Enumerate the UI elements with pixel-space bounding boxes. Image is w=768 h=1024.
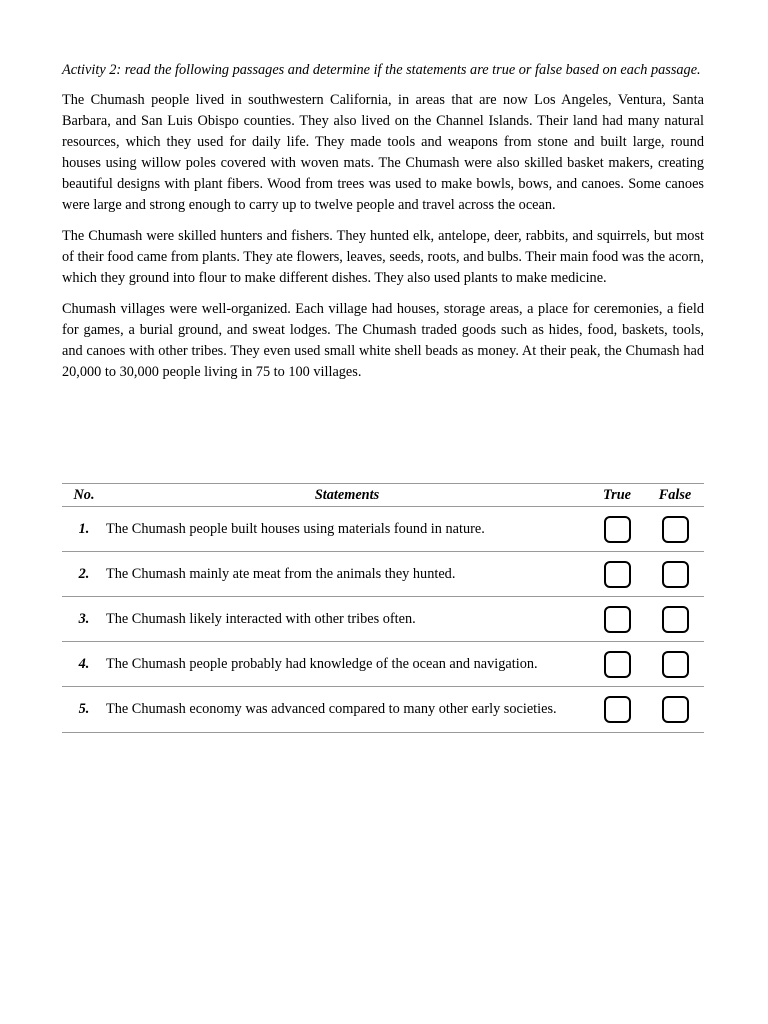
header-true: True xyxy=(588,484,646,507)
false-checkbox[interactable] xyxy=(662,606,689,633)
passage-paragraph-1: The Chumash people lived in southwestern California, in areas that are now Los Angeles, Ventura, Santa Barbara, and San Luis Obispo counties. They also lived on the Channel Islands. Their land had many natural resources, which they used for daily life. They made tools and weapons from stone and built large, round houses using willow poles covered with woven mats. The Chumash were also skilled basket makers, creating beautiful designs with plant fibers. Wood from trees was used to make bowls, bows, and canoes. Some canoes were large and strong enough to carry up to twelve people and travel across the ocean. xyxy=(62,92,704,213)
header-statements: Statements xyxy=(106,484,588,507)
true-checkbox[interactable] xyxy=(604,516,631,543)
true-checkbox[interactable] xyxy=(604,696,631,723)
activity-instructions: Activity 2: read the following passages and determine if the statements are true or false based on each passage. xyxy=(62,62,701,78)
passage-section xyxy=(62,61,704,393)
statement-text: The Chumash economy was advanced compared to many other early societies. xyxy=(106,687,588,733)
table-row xyxy=(62,507,704,552)
statement-text: The Chumash likely interacted with other tribes often. xyxy=(106,597,588,642)
table-row xyxy=(62,552,704,597)
passage-paragraph-3: Chumash villages were well-organized. Each village had houses, storage areas, a place for ceremonies, a field for games, a burial ground, and sweat lodges. The Chumash traded goods such as hides, food, baskets, tools, and canoes with other tribes. They even used small white shell beads as money. At their peak, the Chumash had 20,000 to 30,000 people living in 75 to 100 villages. xyxy=(62,301,704,380)
statement-text: The Chumash people built houses using materials found in nature. xyxy=(106,507,588,552)
table-header-row xyxy=(62,484,704,507)
true-checkbox[interactable] xyxy=(604,651,631,678)
false-checkbox[interactable] xyxy=(662,561,689,588)
true-false-table xyxy=(62,483,704,733)
row-number: 1. xyxy=(62,507,106,552)
header-false: False xyxy=(646,484,704,507)
false-checkbox[interactable] xyxy=(662,651,689,678)
table-row xyxy=(62,597,704,642)
row-number: 3. xyxy=(62,597,106,642)
true-checkbox[interactable] xyxy=(604,561,631,588)
false-checkbox[interactable] xyxy=(662,696,689,723)
true-checkbox[interactable] xyxy=(604,606,631,633)
row-number: 4. xyxy=(62,642,106,687)
statement-text: The Chumash mainly ate meat from the animals they hunted. xyxy=(106,552,588,597)
statement-text: The Chumash people probably had knowledge of the ocean and navigation. xyxy=(106,642,588,687)
row-number: 5. xyxy=(62,687,106,733)
table-row xyxy=(62,642,704,687)
row-number: 2. xyxy=(62,552,106,597)
table-row xyxy=(62,687,704,733)
passage-paragraph-2: The Chumash were skilled hunters and fishers. They hunted elk, antelope, deer, rabbits, and squirrels, but most of their food came from plants. They ate flowers, leaves, seeds, roots, and bulbs. Their main food was the acorn, which they ground into flour to make different dishes. They also used plants to make medicine. xyxy=(62,228,704,286)
header-no: No. xyxy=(62,484,106,507)
false-checkbox[interactable] xyxy=(662,516,689,543)
